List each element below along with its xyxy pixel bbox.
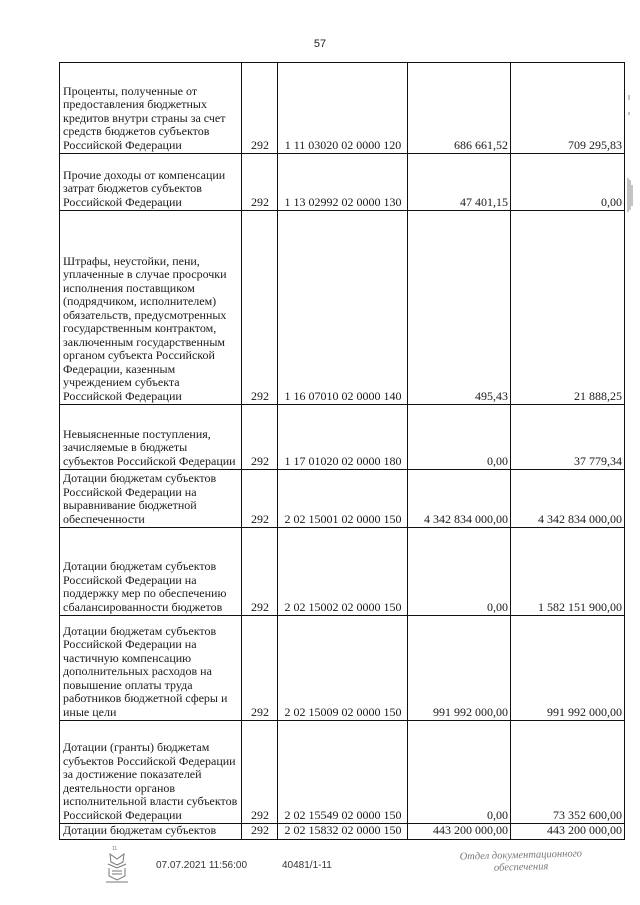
table-row [60,63,625,154]
row-value-1: 443 200 000,00 [408,824,511,840]
row-value-2: 37 779,34 [511,405,625,470]
row-admin-code: 292 [242,63,278,154]
row-value-2: 709 295,83 [511,63,625,154]
row-value-2: 4 342 834 000,00 [511,470,625,528]
row-admin-code: 292 [242,154,278,211]
row-classification-code: 2 02 15549 02 0000 150 [278,721,408,824]
table-row [60,616,625,721]
table-row [60,154,625,211]
row-admin-code: 292 [242,405,278,470]
row-value-1: 47 401,15 [408,154,511,211]
row-admin-code: 292 [242,211,278,405]
row-name: Дотации бюджетам субъектов Российской Федерации на поддержку мер по обеспечению сбалансированности бюджетов [60,528,242,616]
footer-timestamp: 07.07.2021 11:56:00 [156,860,248,871]
row-value-2: 991 992 000,00 [511,616,625,721]
table-row [60,470,625,528]
stamp-line: Отдел документационного [459,848,583,863]
row-classification-code: 2 02 15001 02 0000 150 [278,470,408,528]
row-value-1: 0,00 [408,721,511,824]
row-classification-code: 1 13 02992 02 0000 130 [278,154,408,211]
row-value-2: 443 200 000,00 [511,824,625,840]
table-row [60,528,625,616]
row-name: Дотации (гранты) бюджетам субъектов Российской Федерации за достижение показателей деятельности органов исполнительной власти субъектов Российской Федерации [60,721,242,824]
row-admin-code: 292 [242,824,278,840]
row-value-2: 21 888,25 [511,211,625,405]
row-name: Дотации бюджетам субъектов Российской Федерации на выравнивание бюджетной обеспеченности [60,470,242,528]
row-value-1: 495,43 [408,211,511,405]
row-name: Прочие доходы от компенсации затрат бюджетов субъектов Российской Федерации [60,154,242,211]
footer-document-number: 40481/1-11 [282,860,332,871]
table-row [60,721,625,824]
stamp-line: обеспечения [493,861,549,874]
row-value-2: 1 582 151 900,00 [511,528,625,616]
row-name: Дотации бюджетам субъектов Российской Федерации на частичную компенсацию дополнительных расходов на повышение оплаты труда работников бюджетной сферы и иные цели [60,616,242,721]
seal-number: 11 [112,846,118,852]
row-admin-code: 292 [242,721,278,824]
row-admin-code: 292 [242,470,278,528]
row-name: Дотации бюджетам субъектов [60,824,242,840]
row-classification-code: 2 02 15002 02 0000 150 [278,528,408,616]
table-row [60,824,625,840]
table-row [60,211,625,405]
row-name: Невыясненные поступления, зачисляемые в бюджеты субъектов Российской Федерации [60,405,242,470]
row-name: Штрафы, неустойки, пени, уплаченные в случае просрочки исполнения поставщиком (подрядчиком, исполнителем) обязательств, предусмотренных государственным контрактом, заключенным государственным органом субъекта Российской Федерации, казенным учреждением субъекта Российской Федерации [60,211,242,405]
row-value-1: 0,00 [408,528,511,616]
row-classification-code: 1 11 03020 02 0000 120 [278,63,408,154]
row-classification-code: 1 16 07010 02 0000 140 [278,211,408,405]
row-value-1: 4 342 834 000,00 [408,470,511,528]
page-number: 57 [313,38,327,50]
row-classification-code: 1 17 01020 02 0000 180 [278,405,408,470]
row-value-2: 0,00 [511,154,625,211]
row-value-1: 686 661,52 [408,63,511,154]
scan-edge-marks [625,60,635,230]
revenue-table [59,62,625,840]
row-name: Проценты, полученные от предоставления бюджетных кредитов внутри страны за счет средств бюджетов субъектов Российской Федерации [60,63,242,154]
coat-of-arms-icon [102,850,132,884]
row-value-1: 991 992 000,00 [408,616,511,721]
row-value-1: 0,00 [408,405,511,470]
department-stamp [446,848,597,876]
table-row [60,405,625,470]
row-classification-code: 2 02 15009 02 0000 150 [278,616,408,721]
row-value-2: 73 352 600,00 [511,721,625,824]
row-classification-code: 2 02 15832 02 0000 150 [278,824,408,840]
page-footer [0,846,640,898]
row-admin-code: 292 [242,616,278,721]
row-admin-code: 292 [242,528,278,616]
